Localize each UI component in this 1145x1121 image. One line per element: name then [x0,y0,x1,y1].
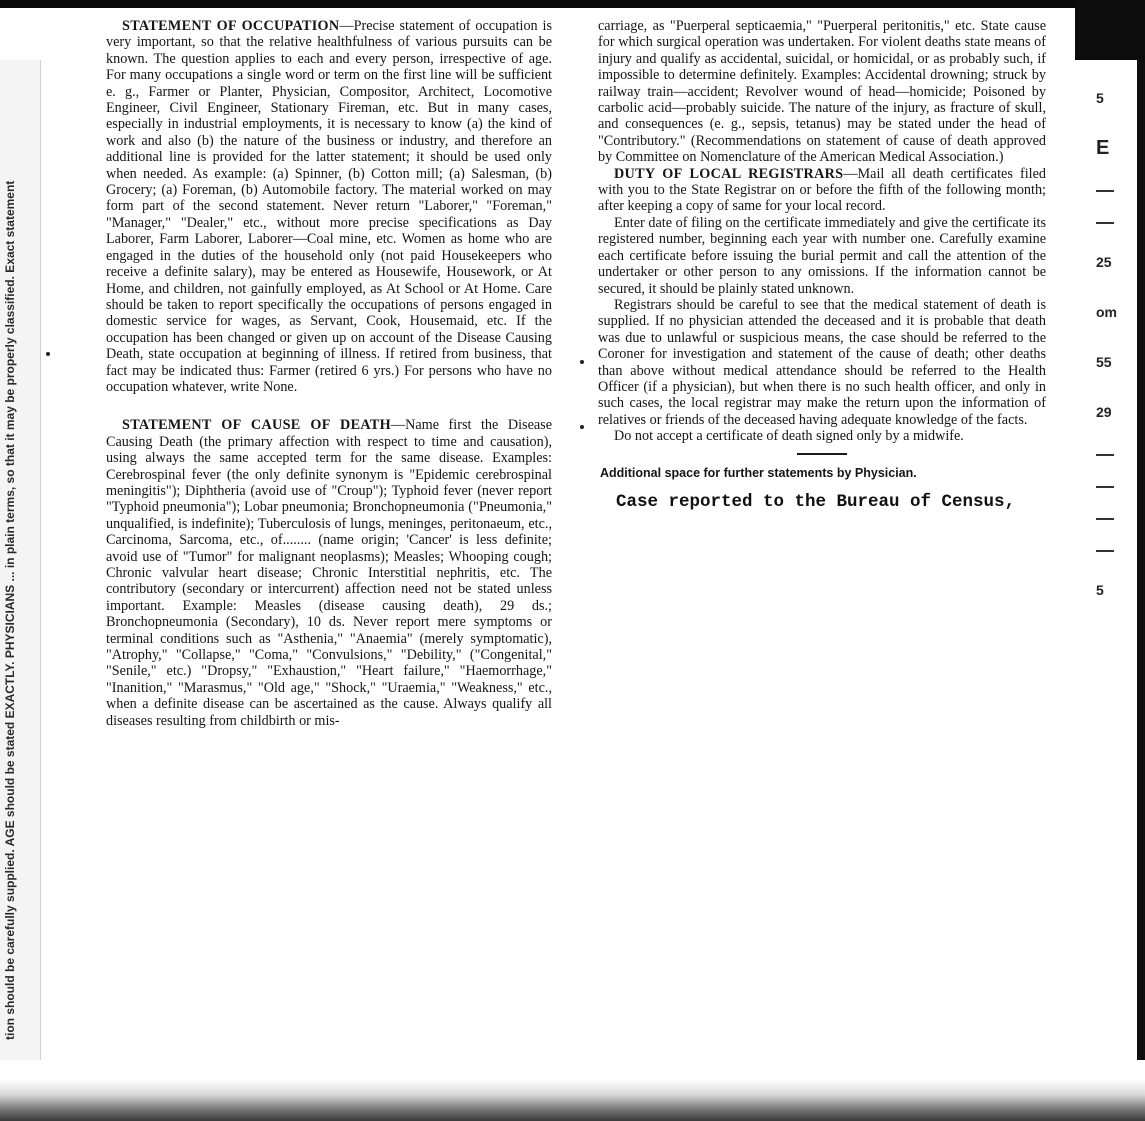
left-margin-vertical-text: tion should be carefully supplied. AGE should be stated EXACTLY. PHYSICIANS ... in plain terms, so that it may be properly classified. Exact statement [3,180,17,1040]
right-column [598,18,1046,513]
additional-space-label: Additional space for further statements by Physician. [600,465,917,480]
cause-section [106,417,552,729]
scan-bottom-edge [0,1080,1145,1121]
scan-top-edge [0,0,1145,8]
margin-tick [1096,550,1114,552]
scan-dot [46,352,50,356]
scan-dot [580,425,584,429]
registrars-text-2: Enter date of filing on the certificate immediately and give the certificate its registered number, beginning each year with number one. Carefully examine each certificate before issuing the burial permit and call the attention of the undertaker or other person to any omissions. If the information cannot be secured, it should be plainly stated unknown. [598,214,1046,297]
registrars-text-1: —Mail all death certificates filed with you to the State Registrar on or before the fifth of the following month; after keeping a copy of same for your local record. [598,165,1046,215]
right-margin-strip [1072,60,1145,1060]
left-column [106,18,552,729]
registrars-text-4: Do not accept a certificate of death signed only by a midwife. [614,428,964,445]
cause-text: —Name first the Disease Causing Death (the primary affection with respect to time and causation), using always the same accepted term for the same disease. Examples: Cerebrospinal fever (the only definite synonym is "Epidemic cerebrospinal meningitis"); Diphtheria (avoid use of "Croup"); Typhoid fever (never report "Typhoid pneumonia"); Lobar pneumonia; Bronchopneumonia ("Pneumonia," unqualified, is indefinite); Tuberculosis of lungs, meninges, peritonaeum, etc., Carcinoma, Sarcoma, etc., of........ (name origin; 'Cancer' is less definite; avoid use of "Tumor" for malignant neoplasms); Measles; Whooping cough; Chronic valvular heart disease; Chronic Interstitial nephritis, etc. The contributory (secondary or intercurrent) affection need not be stated unless important. Example: Measles (disease causing death), 29 ds.; Bronchopneumonia (Secondary), 10 ds. Never report mere symptoms or terminal conditions such as "Asthenia," "Anaemia" (merely symptomatic), "Atrophy," "Collapse," "Coma," "Convulsions," "Debility," ("Congenital," "Senile," etc.) "Dropsy," "Exhaustion," "Heart failure," "Haemorrhage," "Inanition," "Marasmus," "Old age," "Shock," "Uraemia," "Weakness," etc., when a definite disease can be ascertained as the cause. Always qualify all diseases resulting from childbirth or mis- [106,417,552,729]
registrars-section [598,166,1046,215]
margin-mark: 55 [1096,354,1112,370]
margin-mark: 5 [1096,582,1104,598]
margin-mark: 25 [1096,254,1112,270]
margin-tick [1096,222,1114,224]
scan-right-edge [1137,60,1145,1060]
typed-physician-note: Case reported to the Bureau of Census, [616,491,1016,512]
left-margin-strip [0,60,41,1060]
cause-continued-text: carriage, as "Puerperal septicaemia," "Puerperal peritonitis," etc. State cause for which surgical operation was undertaken. For violent deaths state means of injury and qualify as accidental, suicidal, or homicidal, or as probably such, if impossible to determine definitely. Examples: Accidental drowning; struck by railway train—accident; Revolver wound of head—homicide; Poisoned by carbolic acid—probably suicide. The nature of the injury, as fracture of skull, and consequences (e. g., sepsis, tetanus) may be stated under the head of "Contributory." (Recommendations on statement of cause of death approved by Committee on Nomenclature of the American Medical Association.) [598,18,1046,166]
margin-mark: om [1096,304,1117,320]
occupation-text: —Precise statement of occupation is very important, so that the relative healthfulness of various pursuits can be known. The question applies to each and every person, irrespective of age. For many occupations a single word or term on the first line will be sufficient e. g., Farmer or Planter, Physician, Compositor, Architect, Locomotive Engineer, Civil Engineer, Stationary Fireman, etc. But in many cases, especially in industrial employments, it is necessary to know (a) the kind of work and also (b) the nature of the business or industry, and therefore an additional line is provided for the latter statement; it should be used only when needed. As example: (a) Spinner, (b) Cotton mill; (a) Salesman, (b) Grocery; (a) Foreman, (b) Automobile factory. The material worked on may form part of the second statement. Never return "Laborer," "Foreman," "Manager," "Dealer," etc., without more precise specifications as Day Laborer, Farm Laborer, Laborer—Coal mine, etc. Women as home who are engaged in the duties of the household only (not paid Housekeepers who receive a definite salary), may be entered as Housewife, Housework, or At Home, and children, not gainfully employed, as At School or At Home. Care should be taken to report specifically the occupations of persons engaged in domestic service for wages, as Servant, Cook, Housemaid, etc. If the occupation has been changed or given up on account of the Disease Causing Death, state occupation at beginning of illness. If retired from business, that fact may be indicated thus: Farmer (retired 6 yrs.) For persons who have no occupation whatever, write None. [106,18,552,395]
registrars-heading: DUTY OF LOCAL REGISTRARS [614,165,844,182]
registrars-text-3: Registrars should be careful to see that the medical statement of death is supplied. If no physician attended the deceased and it is probable that death was due to unlawful or suspicious means, the case should be referred to the Coroner for investigation and statement of the cause of death; other deaths than above without medical attendance should be referred to the Health Officer (if a physician), but when there is no such health officer, and only in such cases, the local registrar may make the return upon the information of relatives or friends of the deceased having adequate knowledge of the facts. [598,296,1046,428]
scan-dot [580,360,584,364]
margin-mark: 29 [1096,404,1112,420]
cause-heading: STATEMENT OF CAUSE OF DEATH [122,417,391,434]
margin-mark: 5 [1096,90,1104,106]
margin-tick [1096,190,1114,192]
margin-tick [1096,518,1114,520]
right-margin-marks [1096,90,1136,632]
margin-tick [1096,454,1114,456]
margin-tick [1096,486,1114,488]
occupation-section [106,18,552,395]
occupation-heading: STATEMENT OF OCCUPATION [122,18,340,34]
section-divider [797,453,847,455]
margin-mark: E [1096,137,1110,159]
scan-corner-dark [1075,0,1145,62]
